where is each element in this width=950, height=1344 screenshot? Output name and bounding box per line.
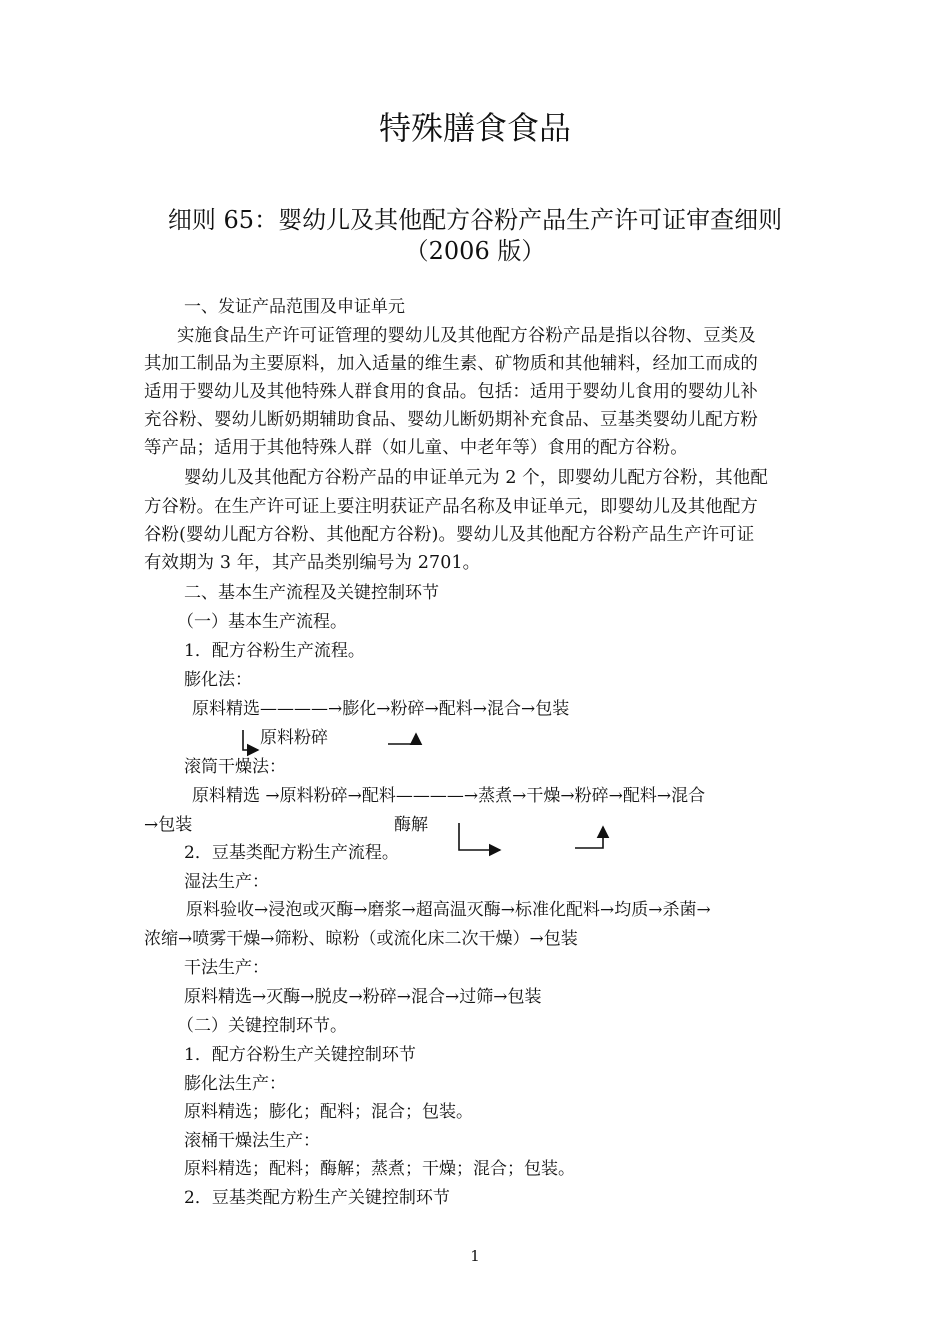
puffing-branch-label: 原料粉碎 — [260, 728, 328, 748]
item2-heading: 2．豆基类配方粉生产流程。 — [184, 843, 399, 863]
key-drum-label: 滚桶干燥法生产： — [184, 1131, 320, 1151]
wet-label: 湿法生产： — [184, 872, 269, 892]
key2-heading: 2．豆基类配方粉生产关键控制环节 — [184, 1188, 450, 1208]
page-title: 特殊膳食食品 — [378, 109, 571, 147]
puffing-branch-arrow — [243, 730, 258, 750]
para1-line5: 等产品；适用于其他特殊人群（如儿童、中老年等）食用的配方谷粉。 — [144, 438, 688, 458]
drum-return-arrow — [575, 827, 603, 848]
puffing-return-arrow — [388, 734, 416, 744]
para1-line1: 实施食品生产许可证管理的婴幼儿及其他配方谷粉产品是指以谷物、豆类及 — [177, 326, 756, 346]
section1-heading: 一、发证产品范围及申证单元 — [184, 297, 405, 317]
drum-flow-line1: 原料精选 →原料粉碎→配料————→蒸煮→干燥→粉碎→配料→混合 — [192, 786, 706, 806]
wet-flow-line2: 浓缩→喷雾干燥→筛粉、晾粉（或流化床二次干燥）→包装 — [144, 929, 578, 949]
para1-line3: 适用于婴幼儿及其他特殊人群食用的食品。包括：适用于婴幼儿食用的婴幼儿补 — [144, 382, 758, 402]
sub2-heading: （二）关键控制环节。 — [177, 1016, 347, 1036]
para2-line2: 方谷粉。在生产许可证上要注明获证产品名称及申证单元，即婴幼儿及其他配方 — [144, 497, 758, 517]
para2-line4: 有效期为 3 年，其产品类别编号为 2701。 — [144, 553, 481, 573]
drum-flow-line2: →包装 — [144, 815, 193, 835]
wet-flow-line1: 原料验收→浸泡或灭酶→磨浆→超高温灭酶→标准化配料→均质→杀菌→ — [186, 900, 711, 920]
para1-line4: 充谷粉、婴幼儿断奶期辅助食品、婴幼儿断奶期补充食品、豆基类婴幼儿配方粉 — [144, 410, 758, 430]
page-number: 1 — [470, 1247, 480, 1265]
dry-flow: 原料精选→灭酶→脱皮→粉碎→混合→过筛→包装 — [184, 987, 542, 1007]
puffing-label: 膨化法： — [184, 670, 252, 690]
document-subtitle-line2: （2006 版） — [404, 237, 546, 265]
drum-label: 滚筒干燥法： — [184, 757, 286, 777]
sub1-heading: （一）基本生产流程。 — [177, 612, 347, 632]
document-subtitle-line1: 细则 65：婴幼儿及其他配方谷粉产品生产许可证审查细则 — [167, 206, 783, 234]
section2-heading: 二、基本生产流程及关键控制环节 — [184, 583, 439, 603]
key1-heading: 1．配方谷粉生产关键控制环节 — [184, 1045, 416, 1065]
dry-label: 干法生产： — [184, 958, 269, 978]
para1-line2: 其加工制品为主要原料，加入适量的维生素、矿物质和其他辅料，经加工而成的 — [144, 354, 758, 374]
key-puff-text: 原料精选；膨化；配料；混合；包装。 — [184, 1102, 473, 1122]
para2-line3: 谷粉(婴幼儿配方谷粉、其他配方谷粉)。婴幼儿及其他配方谷粉产品生产许可证 — [144, 525, 755, 545]
key-drum-text: 原料精选；配料；酶解；蒸煮；干燥；混合；包装。 — [184, 1159, 575, 1179]
puffing-flow: 原料精选————→膨化→粉碎→配料→混合→包装 — [192, 699, 570, 719]
drum-branch-arrow — [459, 823, 500, 850]
drum-branch-label: 酶解 — [394, 815, 428, 835]
item1-heading: 1．配方谷粉生产流程。 — [184, 641, 365, 661]
para2-line1: 婴幼儿及其他配方谷粉产品的申证单元为 2 个，即婴幼儿配方谷粉，其他配 — [184, 468, 768, 488]
key-puff-label: 膨化法生产： — [184, 1074, 286, 1094]
